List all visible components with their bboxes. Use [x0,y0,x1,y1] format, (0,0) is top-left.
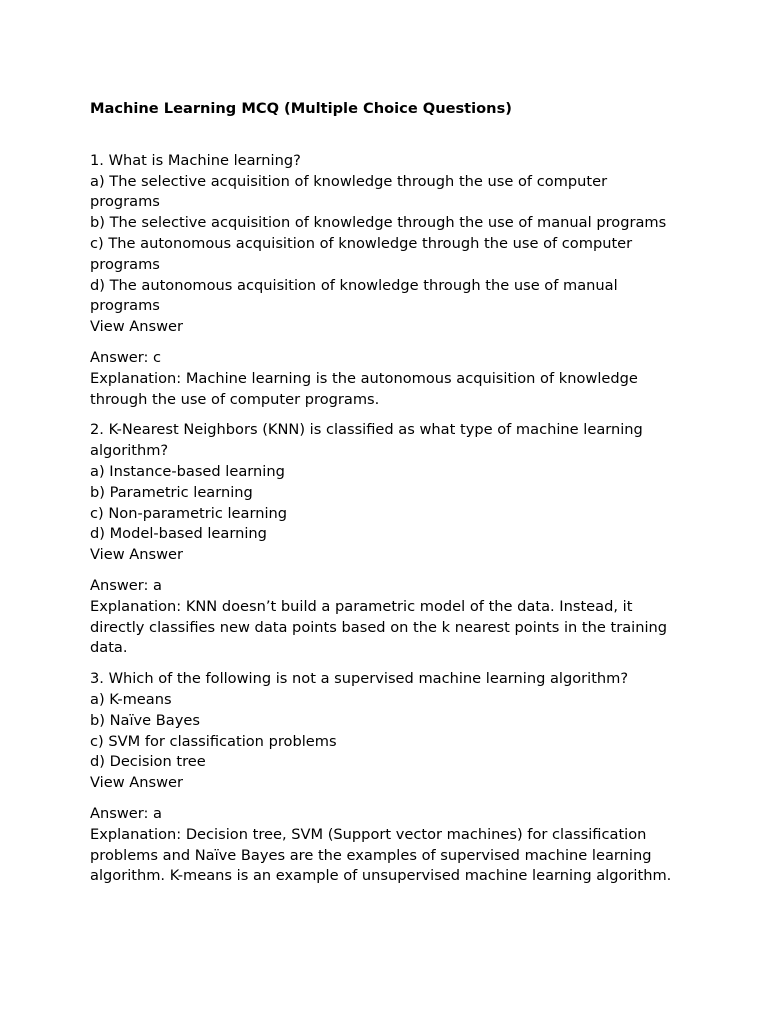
option-b: b) Parametric learning [90,483,253,501]
explanation-text: Explanation: KNN doesn’t build a parametric model of the data. Instead, it directly classifies new data points based on the k nearest points in the training data. [90,597,668,657]
option-a: a) Instance-based learning [90,462,285,480]
question-block-2 [90,420,680,659]
option-a: a) The selective acquisition of knowledge through the use of computer programs [90,172,608,211]
option-c: c) Non-parametric learning [90,504,288,522]
question-text: 3. Which of the following is not a supervised machine learning algorithm? [90,670,629,688]
document-title: Machine Learning MCQ (Multiple Choice Questions) [90,100,512,117]
question-block-3 [90,669,680,887]
explanation-text: Explanation: Decision tree, SVM (Support vector machines) for classification problems and Naïve Bayes are the examples of supervised machine learning algorithm. K-means is an example of unsupervised machine learning algorithm. [90,825,672,885]
option-b: b) The selective acquisition of knowledge through the use of manual programs [90,214,667,232]
option-d: d) The autonomous acquisition of knowledge through the use of manual programs [90,276,618,315]
question-text: 1. What is Machine learning? [90,151,301,169]
option-d: d) Decision tree [90,753,206,771]
view-answer-link[interactable]: View Answer [90,774,184,792]
question-block-1 [90,151,680,411]
option-c: c) SVM for classification problems [90,732,337,750]
answer-block [90,804,680,887]
question-text: 2. K-Nearest Neighbors (KNN) is classified as what type of machine learning algorithm? [90,421,643,460]
answer-text: Answer: a [90,576,162,594]
option-d: d) Model-based learning [90,525,267,543]
view-answer-link[interactable]: View Answer [90,546,184,564]
answer-text: Answer: c [90,348,162,366]
option-c: c) The autonomous acquisition of knowledge through the use of computer programs [90,234,633,273]
answer-block [90,576,680,659]
answer-block [90,348,680,410]
option-b: b) Naïve Bayes [90,711,200,729]
view-answer-link[interactable]: View Answer [90,318,184,336]
explanation-text: Explanation: Machine learning is the autonomous acquisition of knowledge through the use of computer programs. [90,369,638,408]
answer-text: Answer: a [90,804,162,822]
document-page [90,99,680,897]
option-a: a) K-means [90,690,172,708]
